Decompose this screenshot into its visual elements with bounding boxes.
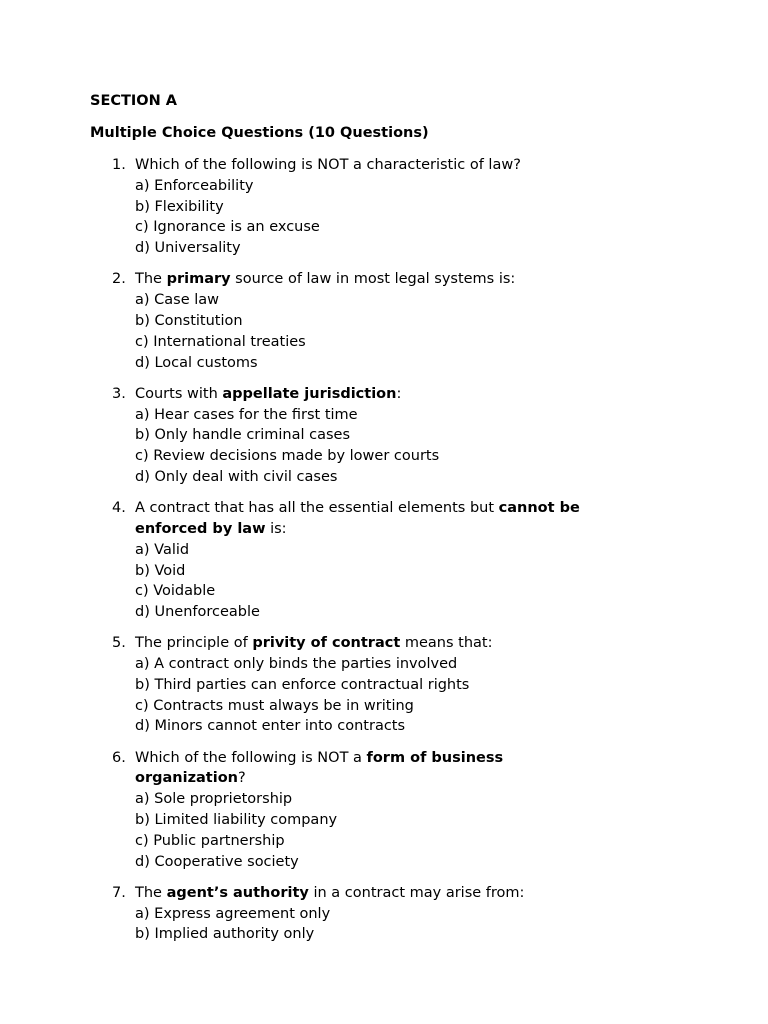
question-emphasis: appellate jurisdiction bbox=[222, 385, 397, 402]
answer-option: c) Voidable bbox=[135, 583, 216, 600]
question-text-part: is: bbox=[265, 520, 287, 537]
question-number: 4. bbox=[112, 500, 126, 517]
answer-option: d) Universality bbox=[135, 240, 241, 257]
answer-option: c) International treaties bbox=[135, 333, 306, 350]
question-text bbox=[135, 384, 605, 405]
question-emphasis: agent’s authority bbox=[166, 884, 309, 901]
question-emphasis: primary bbox=[166, 271, 231, 288]
answer-option: a) A contract only binds the parties involved bbox=[135, 656, 458, 673]
question-item bbox=[90, 384, 728, 488]
question-item bbox=[90, 883, 728, 945]
question-text-part: means that: bbox=[400, 635, 493, 652]
answer-option: b) Limited liability company bbox=[135, 812, 338, 829]
question-text bbox=[135, 748, 605, 790]
question-text-part: ? bbox=[237, 770, 246, 787]
answer-option: a) Express agreement only bbox=[135, 905, 331, 922]
question-number: 2. bbox=[112, 271, 126, 288]
answer-option: d) Minors cannot enter into contracts bbox=[135, 718, 406, 735]
answer-option: b) Void bbox=[135, 562, 186, 579]
answer-option: d) Unenforceable bbox=[135, 604, 260, 621]
question-emphasis: cannot be enforced by law bbox=[135, 500, 580, 537]
answer-option: c) Review decisions made by lower courts bbox=[135, 448, 440, 465]
answer-option: b) Implied authority only bbox=[135, 926, 315, 943]
answer-option: a) Sole proprietorship bbox=[135, 791, 293, 808]
question-text-part: in a contract may arise from: bbox=[308, 884, 525, 901]
question-emphasis: form of business organization bbox=[135, 749, 504, 787]
question-text bbox=[135, 883, 605, 904]
question-number: 3. bbox=[112, 385, 126, 402]
answer-option: b) Flexibility bbox=[135, 198, 224, 215]
question-item bbox=[90, 633, 728, 737]
question-text-part: Which of the following is NOT a characteristic of law? bbox=[135, 157, 521, 173]
question-text-part: The bbox=[135, 884, 167, 901]
question-text-part: Which of the following is NOT a bbox=[135, 749, 367, 766]
question-text-part: The bbox=[135, 271, 167, 288]
question-item bbox=[90, 269, 728, 373]
question-list bbox=[90, 155, 728, 945]
answer-option: a) Hear cases for the first time bbox=[135, 406, 358, 423]
question-text bbox=[135, 269, 605, 290]
question-text-part: The principle of bbox=[135, 635, 253, 652]
answer-option: b) Only handle criminal cases bbox=[135, 427, 351, 444]
question-text-part: A contract that has all the essential elements but bbox=[135, 500, 499, 517]
answer-option: b) Third parties can enforce contractual rights bbox=[135, 676, 470, 693]
answer-option: d) Cooperative society bbox=[135, 853, 299, 870]
answer-option: a) Valid bbox=[135, 541, 190, 558]
answer-option: b) Constitution bbox=[135, 312, 243, 329]
section-subtitle: Multiple Choice Questions (10 Questions) bbox=[90, 125, 429, 141]
question-text bbox=[135, 633, 605, 654]
question-text-part: source of law in most legal systems is: bbox=[230, 271, 516, 288]
question-number: 1. bbox=[112, 157, 126, 173]
question-text-part: Courts with bbox=[135, 385, 223, 402]
question-item bbox=[90, 155, 728, 259]
answer-option: a) Case law bbox=[135, 292, 220, 309]
question-number: 7. bbox=[112, 884, 126, 901]
section-heading: SECTION A bbox=[90, 93, 178, 109]
question-item bbox=[90, 498, 728, 623]
question-emphasis: privity of contract bbox=[252, 635, 401, 652]
question-text bbox=[135, 498, 605, 540]
question-number: 5. bbox=[112, 635, 126, 652]
question-text-part: : bbox=[396, 385, 402, 402]
answer-option: c) Public partnership bbox=[135, 832, 285, 849]
question-item bbox=[90, 748, 728, 873]
question-number: 6. bbox=[112, 749, 126, 766]
answer-option: c) Contracts must always be in writing bbox=[135, 697, 414, 714]
question-text bbox=[135, 155, 605, 176]
answer-option: d) Local customs bbox=[135, 354, 258, 371]
answer-option: d) Only deal with civil cases bbox=[135, 468, 338, 485]
answer-option: a) Enforceability bbox=[135, 177, 254, 194]
answer-option: c) Ignorance is an excuse bbox=[135, 219, 320, 236]
